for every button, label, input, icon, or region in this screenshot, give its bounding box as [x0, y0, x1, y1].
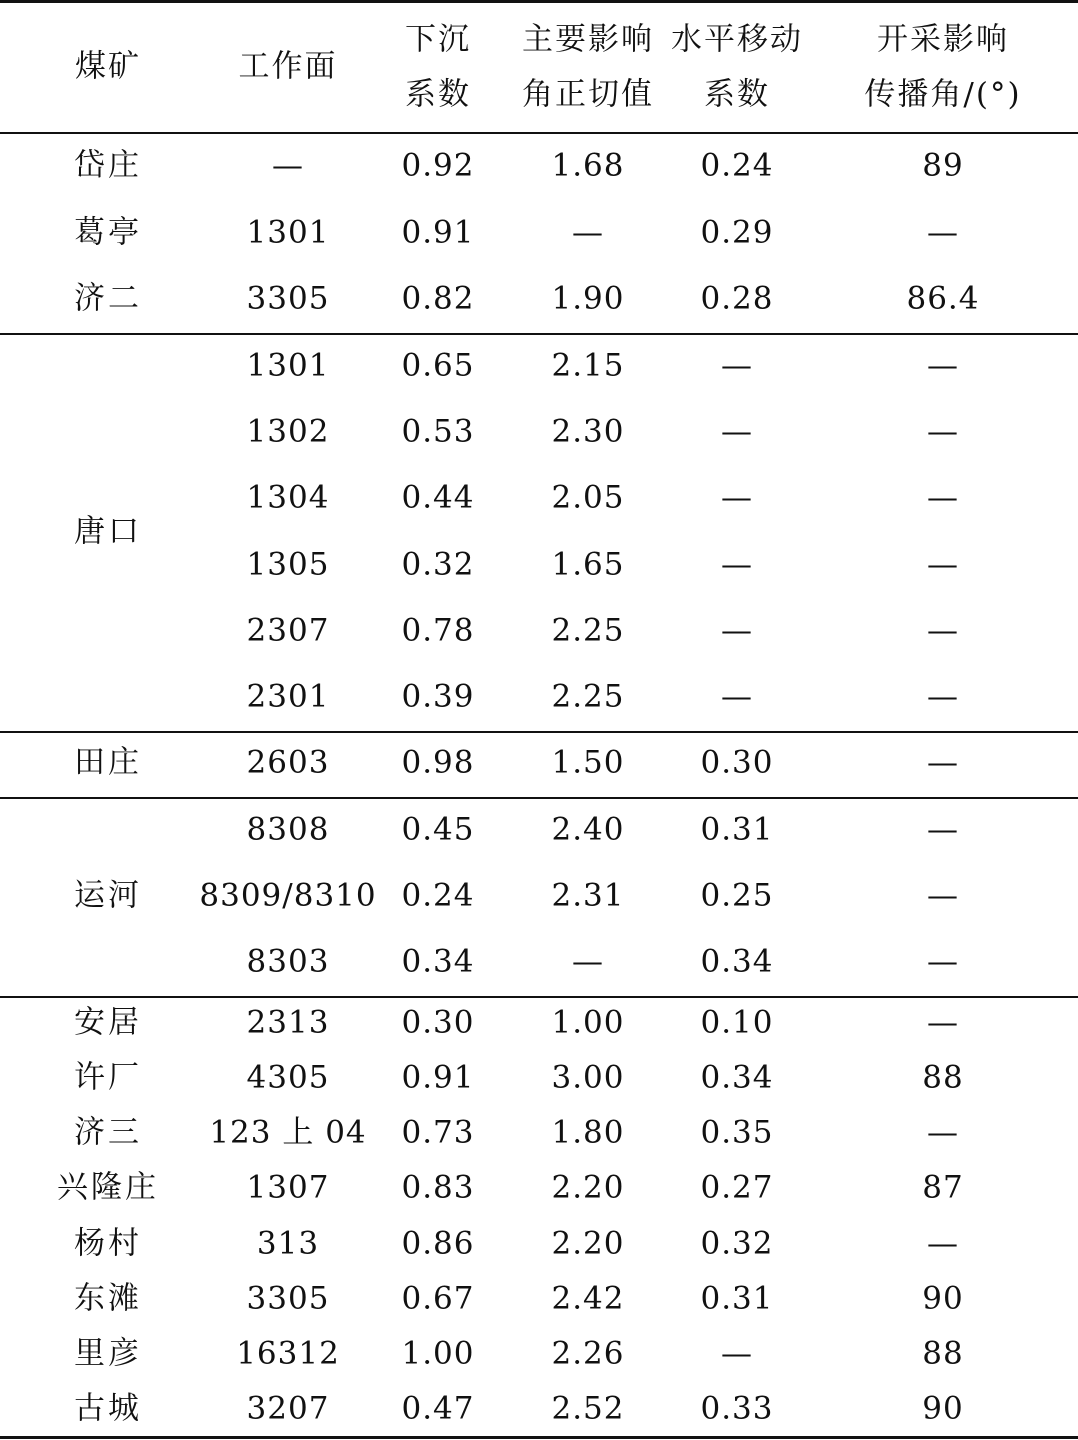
cell-tangent: 2.52	[551, 1390, 625, 1427]
cell-angle: —	[927, 811, 959, 848]
header-horizontal-line2: 系数	[704, 76, 770, 113]
cell-mine: 里彦	[74, 1335, 142, 1372]
cell-subsidence: 0.34	[401, 943, 475, 980]
cell-tangent: 2.20	[551, 1169, 625, 1206]
cell-angle: 90	[922, 1390, 964, 1427]
cell-subsidence: 0.53	[401, 413, 475, 450]
cell-subsidence: 0.65	[401, 347, 475, 384]
cell-face: 3207	[246, 1390, 330, 1427]
cell-tangent: 2.25	[551, 612, 625, 649]
cell-mine: 许厂	[74, 1059, 142, 1096]
cell-subsidence: 0.30	[401, 1004, 475, 1041]
cell-horizontal: 0.29	[700, 214, 774, 251]
cell-angle: —	[927, 214, 959, 251]
cell-mine: 杨村	[74, 1225, 142, 1262]
cell-horizontal: —	[721, 1335, 753, 1372]
cell-horizontal: 0.28	[700, 280, 774, 317]
cell-angle: —	[927, 347, 959, 384]
cell-face: 8303	[246, 943, 330, 980]
cell-angle: —	[927, 1114, 959, 1151]
cell-face: 2301	[246, 678, 330, 715]
cell-subsidence: 0.32	[401, 546, 475, 583]
cell-angle: 88	[922, 1059, 964, 1096]
header-mine: 煤矿	[75, 48, 141, 85]
cell-mine: 安居	[74, 1004, 142, 1041]
group-separator-rule	[0, 731, 1078, 733]
cell-tangent: 1.65	[551, 546, 625, 583]
cell-mine-group: 运河	[74, 877, 142, 914]
cell-horizontal: 0.27	[700, 1169, 774, 1206]
cell-face: 1301	[246, 347, 330, 384]
cell-angle: —	[927, 1004, 959, 1041]
cell-tangent: 2.26	[551, 1335, 625, 1372]
table-top-rule	[0, 0, 1078, 3]
cell-tangent: 2.05	[551, 479, 625, 516]
cell-face: 8308	[246, 811, 330, 848]
cell-tangent: 2.15	[551, 347, 625, 384]
cell-face: 1304	[246, 479, 330, 516]
cell-subsidence: 0.82	[401, 280, 475, 317]
cell-face: 3305	[246, 1280, 330, 1317]
cell-subsidence: 0.73	[401, 1114, 475, 1151]
cell-angle: 89	[922, 147, 964, 184]
cell-tangent: 1.50	[551, 744, 625, 781]
cell-horizontal: 0.35	[700, 1114, 774, 1151]
cell-subsidence: 1.00	[401, 1335, 475, 1372]
cell-tangent: —	[572, 943, 604, 980]
cell-mine: 兴隆庄	[57, 1169, 159, 1206]
cell-subsidence: 0.67	[401, 1280, 475, 1317]
cell-angle: —	[927, 413, 959, 450]
cell-angle: —	[927, 877, 959, 914]
cell-horizontal: —	[721, 413, 753, 450]
cell-face: 3305	[246, 280, 330, 317]
group-separator-rule	[0, 797, 1078, 799]
cell-face: 1302	[246, 413, 330, 450]
cell-face: 2307	[246, 612, 330, 649]
cell-mine: 东滩	[74, 1280, 142, 1317]
cell-angle: 86.4	[906, 280, 980, 317]
cell-subsidence: 0.45	[401, 811, 475, 848]
cell-horizontal: 0.31	[700, 1280, 774, 1317]
cell-horizontal: 0.25	[700, 877, 774, 914]
cell-tangent: —	[572, 214, 604, 251]
cell-mine: 济二	[74, 280, 142, 317]
cell-angle: —	[927, 546, 959, 583]
cell-tangent: 2.25	[551, 678, 625, 715]
header-angle-line2: 传播角/(°)	[864, 76, 1022, 113]
cell-subsidence: 0.91	[401, 214, 475, 251]
cell-horizontal: 0.24	[700, 147, 774, 184]
cell-subsidence: 0.86	[401, 1225, 475, 1262]
cell-face: 2603	[246, 744, 330, 781]
cell-angle: —	[927, 612, 959, 649]
header-bottom-rule	[0, 132, 1078, 134]
cell-face: 16312	[236, 1335, 340, 1372]
cell-horizontal: 0.31	[700, 811, 774, 848]
header-angle-line1: 开采影响	[877, 21, 1009, 58]
cell-tangent: 2.40	[551, 811, 625, 848]
cell-mine: 葛亭	[74, 214, 142, 251]
cell-horizontal: 0.10	[700, 1004, 774, 1041]
cell-tangent: 1.90	[551, 280, 625, 317]
cell-face: 313	[256, 1225, 320, 1262]
cell-face: 1301	[246, 214, 330, 251]
cell-mine: 田庄	[74, 744, 142, 781]
cell-tangent: 1.68	[551, 147, 625, 184]
cell-subsidence: 0.24	[401, 877, 475, 914]
cell-angle: —	[927, 943, 959, 980]
cell-face: 2313	[246, 1004, 330, 1041]
cell-horizontal: 0.33	[700, 1390, 774, 1427]
cell-horizontal: 0.34	[700, 1059, 774, 1096]
cell-subsidence: 0.39	[401, 678, 475, 715]
cell-angle: —	[927, 678, 959, 715]
cell-face: 4305	[246, 1059, 330, 1096]
header-face: 工作面	[238, 48, 338, 85]
cell-angle: 90	[922, 1280, 964, 1317]
cell-tangent: 1.80	[551, 1114, 625, 1151]
header-subsidence-line1: 下沉	[405, 21, 471, 58]
cell-face: 1305	[246, 546, 330, 583]
cell-subsidence: 0.92	[401, 147, 475, 184]
cell-horizontal: 0.34	[700, 943, 774, 980]
cell-face: 123 上 04	[209, 1114, 367, 1151]
cell-angle: —	[927, 479, 959, 516]
cell-mine: 古城	[74, 1390, 142, 1427]
cell-horizontal: 0.30	[700, 744, 774, 781]
cell-mine: 岱庄	[74, 147, 142, 184]
cell-mine: 济三	[74, 1114, 142, 1151]
cell-horizontal: —	[721, 612, 753, 649]
group-separator-rule	[0, 333, 1078, 335]
cell-horizontal: —	[721, 347, 753, 384]
cell-horizontal: —	[721, 546, 753, 583]
cell-horizontal: 0.32	[700, 1225, 774, 1262]
cell-tangent: 2.42	[551, 1280, 625, 1317]
cell-tangent: 2.30	[551, 413, 625, 450]
cell-subsidence: 0.78	[401, 612, 475, 649]
cell-face: 8309/8310	[199, 877, 377, 914]
cell-angle: —	[927, 744, 959, 781]
cell-subsidence: 0.98	[401, 744, 475, 781]
header-tangent-line2: 角正切值	[522, 76, 654, 113]
cell-tangent: 2.20	[551, 1225, 625, 1262]
table-bottom-rule	[0, 1436, 1078, 1439]
cell-tangent: 2.31	[551, 877, 625, 914]
header-subsidence-line2: 系数	[405, 76, 471, 113]
cell-face: —	[272, 147, 304, 184]
cell-angle: —	[927, 1225, 959, 1262]
cell-tangent: 1.00	[551, 1004, 625, 1041]
header-horizontal-line1: 水平移动	[671, 21, 803, 58]
cell-subsidence: 0.47	[401, 1390, 475, 1427]
cell-subsidence: 0.91	[401, 1059, 475, 1096]
cell-horizontal: —	[721, 678, 753, 715]
group-separator-rule	[0, 996, 1078, 998]
cell-horizontal: —	[721, 479, 753, 516]
cell-mine-group: 唐口	[74, 513, 142, 549]
cell-subsidence: 0.83	[401, 1169, 475, 1206]
cell-tangent: 3.00	[551, 1059, 625, 1096]
header-tangent-line1: 主要影响	[522, 21, 654, 58]
cell-subsidence: 0.44	[401, 479, 475, 516]
cell-face: 1307	[246, 1169, 330, 1206]
cell-angle: 88	[922, 1335, 964, 1372]
cell-angle: 87	[922, 1169, 964, 1206]
